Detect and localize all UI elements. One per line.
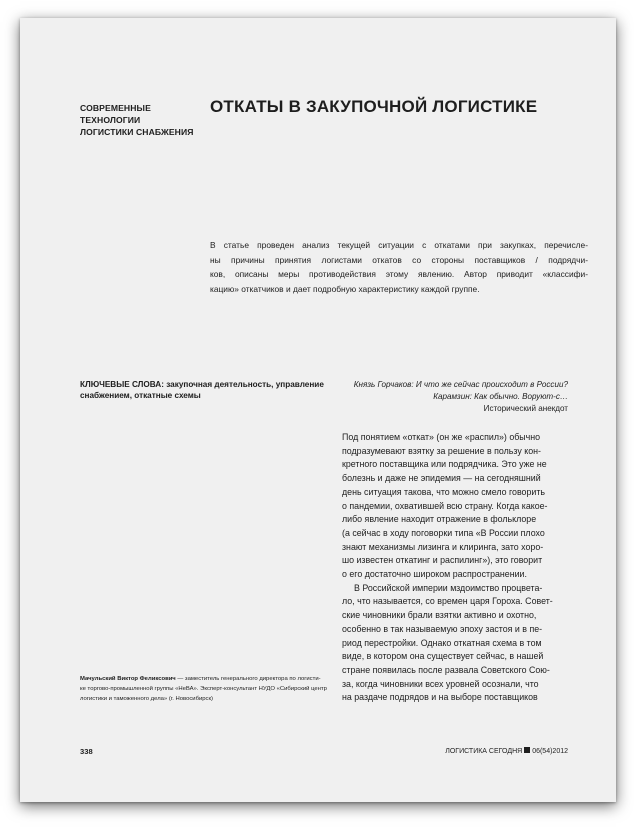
author-name: Мачульский Виктор Феликсович (80, 676, 176, 682)
body-line: знают механизмы лизинга и клиринга, зато хоро- (342, 541, 544, 552)
page-number: 338 (80, 747, 93, 756)
epigraph-line: Карамзин: Как обычно. Воруют-с… (433, 392, 568, 402)
keywords (80, 379, 324, 402)
abstract-line: ны причины принятия логистами откатов со стороны поставщиков / подрядчи- (210, 254, 588, 265)
keywords-label: КЛЮЧЕВЫЕ СЛОВА: (80, 380, 164, 389)
body-line: виде, в котором она существует сейчас, в нашей (342, 651, 544, 662)
body-line: подразумевают взятку за решение в пользу кон- (342, 445, 541, 456)
abstract-line: В статье проведен анализ текущей ситуации с откатами при закупках, перечисле- (210, 240, 588, 250)
square-icon (524, 747, 530, 753)
body-line: либо явление находит отражение в фольклоре (342, 514, 537, 525)
body-line: ские чиновники брали взятки активно и охотно, (342, 610, 537, 621)
body-line: болезнь и даже не эпидемия — на сегодняшний (342, 473, 541, 484)
author-note (80, 674, 330, 704)
body-line: (а сейчас в ходу поговорки типа «В России плохо (342, 527, 545, 538)
body-line: риод перестройки. Однако откатная схема в том (342, 637, 542, 648)
epigraph-line: Князь Горчаков: И что же сейчас происходит в России? (353, 380, 568, 389)
abstract-line: ков, описаны меры противодействия этому явлению. Автор приводит «классифи- (210, 269, 588, 280)
body-line: стране появилась после развала Советского Сою- (342, 664, 550, 675)
section-rubric (80, 102, 210, 138)
author-line: ке торгово-промышленной группы «НеВА». Эксперт-консультант НУДО «Сибирский центр (80, 686, 327, 692)
body-line: на раздаче подрядов и на выборе поставщиков (342, 692, 538, 703)
body-line: шо известен откатинг и распилинг»), это говорит (342, 555, 543, 566)
body-line: особенно в так называемую эпоху застоя и в пе- (342, 623, 543, 634)
article-title: ОТКАТЫ В ЗАКУПОЧНОЙ ЛОГИСТИКЕ (210, 97, 538, 116)
abstract-line: кацию» откатчиков и дает подробную характеристику каждой группе. (210, 283, 480, 294)
author-line: — заместитель генерального директора по логисти- (175, 676, 321, 682)
body-line: день ситуация такова, что можно смело говорить (342, 486, 545, 497)
keywords-text: закупочная деятельность, управление (166, 380, 324, 389)
body-line: за, когда чиновники всех уровней осознали, что (342, 678, 539, 689)
body-line: кретного поставщика или подрядчика. Это уже не (342, 459, 547, 470)
rubric-line: ЛОГИСТИКИ СНАБЖЕНИЯ (80, 127, 194, 137)
epigraph (308, 379, 568, 416)
keywords-text: снабжением, откатные схемы (80, 391, 201, 401)
body-line: ло, что называется, со времен царя Гороха. Совет- (342, 596, 553, 607)
journal-footer (445, 747, 568, 755)
document-page (20, 18, 616, 802)
body-text (342, 431, 588, 705)
journal-issue: 06(54)2012 (532, 748, 568, 755)
epigraph-source: Исторический анекдот (483, 404, 568, 414)
body-line: Под понятием «откат» (он же «распил») обычно (342, 432, 541, 442)
journal-name: ЛОГИСТИКА СЕГОДНЯ (445, 748, 523, 755)
body-line: В Российской империи мздоимство процвета- (354, 582, 543, 593)
abstract (210, 238, 588, 296)
rubric-line: ТЕХНОЛОГИИ (80, 115, 141, 125)
body-line: о пандемии, охватившей всю страну. Когда какое- (342, 500, 548, 511)
author-line: логистики и таможенного дела» (г. Новосибирск) (80, 696, 214, 702)
rubric-line: СОВРЕМЕННЫЕ (80, 103, 151, 113)
body-line: о его достаточно широком распространении. (342, 569, 527, 580)
